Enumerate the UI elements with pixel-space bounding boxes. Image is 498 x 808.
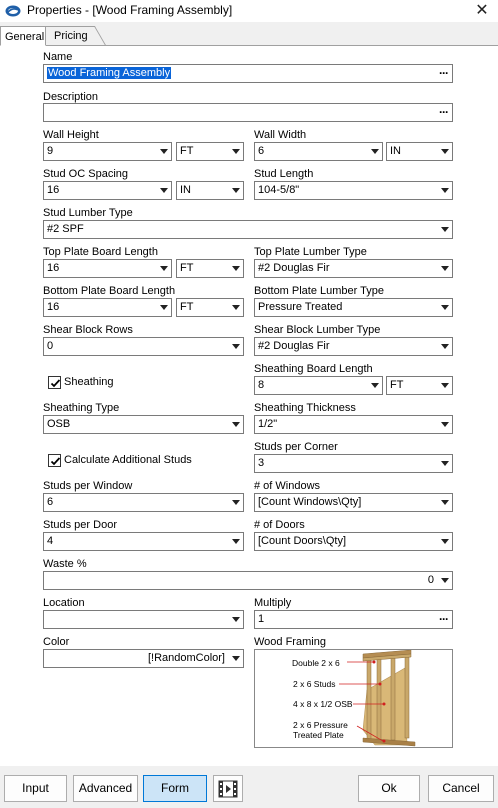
chevron-down-icon bbox=[441, 227, 449, 232]
studs-per-window-select[interactable] bbox=[43, 493, 244, 512]
window-title: Properties - [Wood Framing Assembly] bbox=[27, 3, 233, 17]
bottom-plate-lumber-type-value: Pressure Treated bbox=[258, 301, 343, 313]
input-button[interactable] bbox=[4, 775, 67, 802]
checkmark-icon bbox=[49, 455, 62, 468]
chevron-down-icon bbox=[232, 305, 240, 310]
chevron-down-icon bbox=[441, 461, 449, 466]
shear-block-lumber-type-select[interactable] bbox=[254, 337, 453, 356]
studs-per-door-select[interactable] bbox=[43, 532, 244, 551]
tab-general-label: General bbox=[5, 31, 45, 43]
diagram-label-double-2x6: Double 2 x 6 bbox=[292, 658, 340, 668]
chevron-down-icon bbox=[441, 383, 449, 388]
cancel-button[interactable] bbox=[428, 775, 494, 802]
ok-button[interactable] bbox=[358, 775, 420, 802]
form-button-label: Form bbox=[161, 781, 189, 795]
chevron-down-icon bbox=[371, 383, 379, 388]
bottom-plate-board-length-label: Bottom Plate Board Length bbox=[43, 285, 176, 297]
wall-height-unit-select[interactable] bbox=[176, 142, 244, 161]
stud-oc-spacing-select[interactable] bbox=[43, 181, 172, 200]
stud-length-value: 104-5/8" bbox=[258, 184, 300, 196]
wood-framing-image bbox=[254, 649, 453, 748]
chevron-down-icon bbox=[232, 422, 240, 427]
color-value: [!RandomColor] bbox=[147, 652, 225, 664]
top-plate-lumber-type-label: Top Plate Lumber Type bbox=[254, 246, 367, 258]
cancel-button-label: Cancel bbox=[442, 781, 480, 795]
wall-height-unit-value: FT bbox=[180, 145, 194, 157]
bottom-plate-lumber-type-select[interactable] bbox=[254, 298, 453, 317]
top-plate-board-length-label: Top Plate Board Length bbox=[43, 246, 158, 258]
tab-pricing[interactable] bbox=[50, 26, 108, 46]
location-select[interactable] bbox=[43, 610, 244, 629]
chevron-down-icon bbox=[441, 305, 449, 310]
studs-per-window-label: Studs per Window bbox=[43, 480, 133, 492]
wall-width-value: 6 bbox=[258, 145, 265, 157]
waste-select[interactable] bbox=[43, 571, 453, 590]
shear-block-rows-value: 0 bbox=[47, 340, 54, 352]
form-button[interactable] bbox=[143, 775, 207, 802]
stud-oc-spacing-unit-select[interactable] bbox=[176, 181, 244, 200]
top-plate-unit-value: FT bbox=[180, 262, 194, 274]
multiply-field[interactable] bbox=[254, 610, 453, 629]
chevron-down-icon bbox=[160, 149, 168, 154]
description-label: Description bbox=[43, 91, 99, 103]
name-label: Name bbox=[43, 51, 73, 63]
sheathing-board-length-unit-value: FT bbox=[390, 379, 404, 391]
description-field[interactable] bbox=[43, 103, 453, 122]
wall-height-value: 9 bbox=[47, 145, 54, 157]
chevron-down-icon bbox=[232, 344, 240, 349]
stud-oc-spacing-unit-value: IN bbox=[180, 184, 191, 196]
input-button-label: Input bbox=[22, 781, 49, 795]
wall-width-unit-select[interactable] bbox=[386, 142, 453, 161]
close-icon: ✕ bbox=[475, 2, 489, 19]
ellipsis-icon[interactable]: ··· bbox=[439, 612, 448, 626]
bottom-plate-unit-value: FT bbox=[180, 301, 194, 313]
num-doors-select[interactable] bbox=[254, 532, 453, 551]
chevron-down-icon bbox=[441, 422, 449, 427]
advanced-button-label: Advanced bbox=[78, 781, 133, 795]
shear-block-rows-select[interactable] bbox=[43, 337, 244, 356]
sheathing-board-length-value: 8 bbox=[258, 379, 265, 391]
ellipsis-icon[interactable]: ··· bbox=[439, 66, 448, 80]
name-value: Wood Framing Assembly bbox=[48, 67, 171, 79]
waste-value: 0 bbox=[427, 574, 434, 586]
top-plate-board-length-select[interactable] bbox=[43, 259, 172, 278]
filmstrip-play-icon bbox=[217, 779, 239, 799]
sheathing-thickness-label: Sheathing Thickness bbox=[254, 402, 356, 414]
wall-height-select[interactable] bbox=[43, 142, 172, 161]
shear-block-lumber-type-value: #2 Douglas Fir bbox=[258, 340, 330, 352]
wall-width-label: Wall Width bbox=[254, 129, 307, 141]
title-bar bbox=[0, 0, 498, 22]
ellipsis-icon[interactable]: ··· bbox=[439, 105, 448, 119]
chevron-down-icon bbox=[160, 188, 168, 193]
studs-per-corner-select[interactable] bbox=[254, 454, 453, 473]
sheathing-thickness-value: 1/2" bbox=[258, 418, 278, 430]
studs-per-door-label: Studs per Door bbox=[43, 519, 117, 531]
bottom-plate-board-length-value: 16 bbox=[47, 301, 60, 313]
sheathing-checkbox[interactable] bbox=[48, 376, 61, 389]
app-logo-icon bbox=[5, 3, 21, 19]
sheathing-label: Sheathing bbox=[64, 376, 114, 388]
chevron-down-icon bbox=[441, 266, 449, 271]
chevron-down-icon bbox=[441, 578, 449, 583]
studs-per-corner-value: 3 bbox=[258, 457, 265, 469]
sheathing-board-length-label: Sheathing Board Length bbox=[254, 363, 373, 375]
chevron-down-icon bbox=[441, 188, 449, 193]
chevron-down-icon bbox=[441, 344, 449, 349]
sheathing-type-select[interactable] bbox=[43, 415, 244, 434]
top-plate-board-length-value: 16 bbox=[47, 262, 60, 274]
chevron-down-icon bbox=[232, 188, 240, 193]
chevron-down-icon bbox=[232, 539, 240, 544]
wall-height-label: Wall Height bbox=[43, 129, 99, 141]
stud-length-label: Stud Length bbox=[254, 168, 314, 180]
chevron-down-icon bbox=[232, 617, 240, 622]
num-windows-select[interactable] bbox=[254, 493, 453, 512]
wall-width-unit-value: IN bbox=[390, 145, 401, 157]
chevron-down-icon bbox=[441, 149, 449, 154]
num-doors-value: [Count Doors\Qty] bbox=[258, 535, 347, 547]
calc-additional-studs-label: Calculate Additional Studs bbox=[64, 454, 192, 466]
sheathing-type-value: OSB bbox=[47, 418, 71, 430]
studs-per-corner-label: Studs per Corner bbox=[254, 441, 338, 453]
chevron-down-icon bbox=[371, 149, 379, 154]
wood-framing-diagram bbox=[255, 650, 452, 747]
num-windows-value: [Count Windows\Qty] bbox=[258, 496, 362, 508]
tab-strip bbox=[0, 26, 498, 46]
sheathing-board-length-select[interactable] bbox=[254, 376, 383, 395]
diagram-label-osb: 4 x 8 x 1/2 OSB bbox=[293, 699, 353, 709]
chevron-down-icon bbox=[441, 500, 449, 505]
chevron-down-icon bbox=[232, 500, 240, 505]
ok-button-label: Ok bbox=[381, 781, 397, 795]
diagram-label-studs: 2 x 6 Studs bbox=[293, 679, 336, 689]
bottom-plate-unit-select[interactable] bbox=[176, 298, 244, 317]
close-button[interactable] bbox=[470, 0, 494, 22]
location-label: Location bbox=[43, 597, 85, 609]
checkmark-icon bbox=[49, 377, 62, 390]
filmstrip-button[interactable] bbox=[213, 775, 243, 802]
num-doors-label: # of Doors bbox=[254, 519, 305, 531]
chevron-down-icon bbox=[232, 266, 240, 271]
chevron-down-icon bbox=[232, 149, 240, 154]
stud-oc-spacing-value: 16 bbox=[47, 184, 60, 196]
top-plate-lumber-type-value: #2 Douglas Fir bbox=[258, 262, 330, 274]
calc-additional-studs-checkbox[interactable] bbox=[48, 454, 61, 467]
stud-lumber-type-value: #2 SPF bbox=[47, 223, 84, 235]
wood-framing-label: Wood Framing bbox=[254, 636, 326, 648]
bottom-plate-lumber-type-label: Bottom Plate Lumber Type bbox=[254, 285, 385, 297]
top-plate-lumber-type-select[interactable] bbox=[254, 259, 453, 278]
tab-pricing-label: Pricing bbox=[54, 30, 88, 42]
name-field[interactable] bbox=[43, 64, 453, 83]
wall-width-select[interactable] bbox=[254, 142, 383, 161]
bottom-plate-board-length-select[interactable] bbox=[43, 298, 172, 317]
stud-lumber-type-select[interactable] bbox=[43, 220, 453, 239]
sheathing-type-label: Sheathing Type bbox=[43, 402, 120, 414]
studs-per-window-value: 6 bbox=[47, 496, 54, 508]
studs-per-door-value: 4 bbox=[47, 535, 54, 547]
chevron-down-icon bbox=[232, 656, 240, 661]
color-select[interactable] bbox=[43, 649, 244, 668]
waste-label: Waste % bbox=[43, 558, 87, 570]
shear-block-lumber-type-label: Shear Block Lumber Type bbox=[254, 324, 381, 336]
multiply-value: 1 bbox=[258, 613, 265, 625]
stud-lumber-type-label: Stud Lumber Type bbox=[43, 207, 133, 219]
chevron-down-icon bbox=[160, 305, 168, 310]
diagram-label-treated-plate: Treated Plate bbox=[293, 730, 344, 740]
shear-block-rows-label: Shear Block Rows bbox=[43, 324, 133, 336]
stud-length-select[interactable] bbox=[254, 181, 453, 200]
chevron-down-icon bbox=[160, 266, 168, 271]
advanced-button[interactable] bbox=[73, 775, 138, 802]
chevron-down-icon bbox=[441, 539, 449, 544]
sheathing-thickness-select[interactable] bbox=[254, 415, 453, 434]
sheathing-board-length-unit-select[interactable] bbox=[386, 376, 453, 395]
diagram-label-pressure: 2 x 6 Pressure bbox=[293, 720, 348, 730]
multiply-label: Multiply bbox=[254, 597, 292, 609]
num-windows-label: # of Windows bbox=[254, 480, 321, 492]
stud-oc-spacing-label: Stud OC Spacing bbox=[43, 168, 128, 180]
top-plate-unit-select[interactable] bbox=[176, 259, 244, 278]
color-label: Color bbox=[43, 636, 70, 648]
